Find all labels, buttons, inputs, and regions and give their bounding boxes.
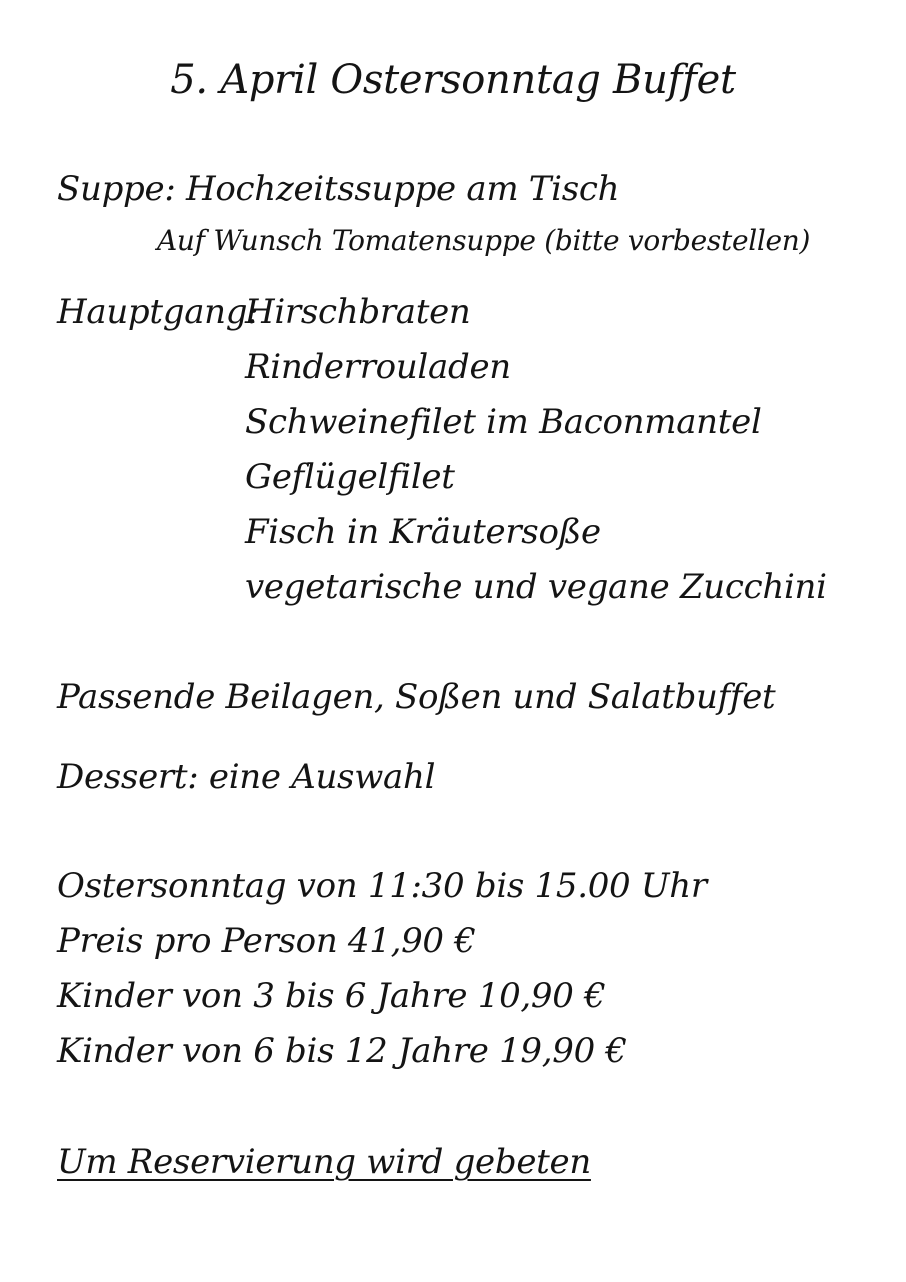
reservation-note: Um Reservierung wird gebeten (57, 1142, 591, 1182)
main-course-item: Hirschbraten (245, 292, 471, 332)
main-course-item: Fisch in Kräutersoße (245, 512, 601, 552)
dessert-text: Dessert: eine Auswahl (57, 757, 436, 797)
main-course-item: Rinderrouladen (245, 347, 511, 387)
soup-heading: Suppe: Hochzeitssuppe am Tisch (57, 169, 620, 209)
menu-title: 5. April Ostersonntag Buffet (170, 57, 736, 103)
main-course-item: vegetarische und vegane Zucchini (245, 567, 827, 607)
sides-text: Passende Beilagen, Soßen und Salatbuffet (57, 677, 776, 717)
main-course-item: Geflügelfilet (245, 457, 455, 497)
price-kids-6-12: Kinder von 6 bis 12 Jahre 19,90 € (57, 1031, 627, 1071)
main-course-label: Hauptgang: (57, 292, 259, 332)
opening-time: Ostersonntag von 11:30 bis 15.00 Uhr (57, 866, 707, 906)
main-course-item: Schweinefilet im Baconmantel (245, 402, 762, 442)
soup-option: Auf Wunsch Tomatensuppe (bitte vorbestellen) (157, 224, 811, 257)
price-adult: Preis pro Person 41,90 € (57, 921, 476, 961)
price-kids-3-6: Kinder von 3 bis 6 Jahre 10,90 € (57, 976, 606, 1016)
